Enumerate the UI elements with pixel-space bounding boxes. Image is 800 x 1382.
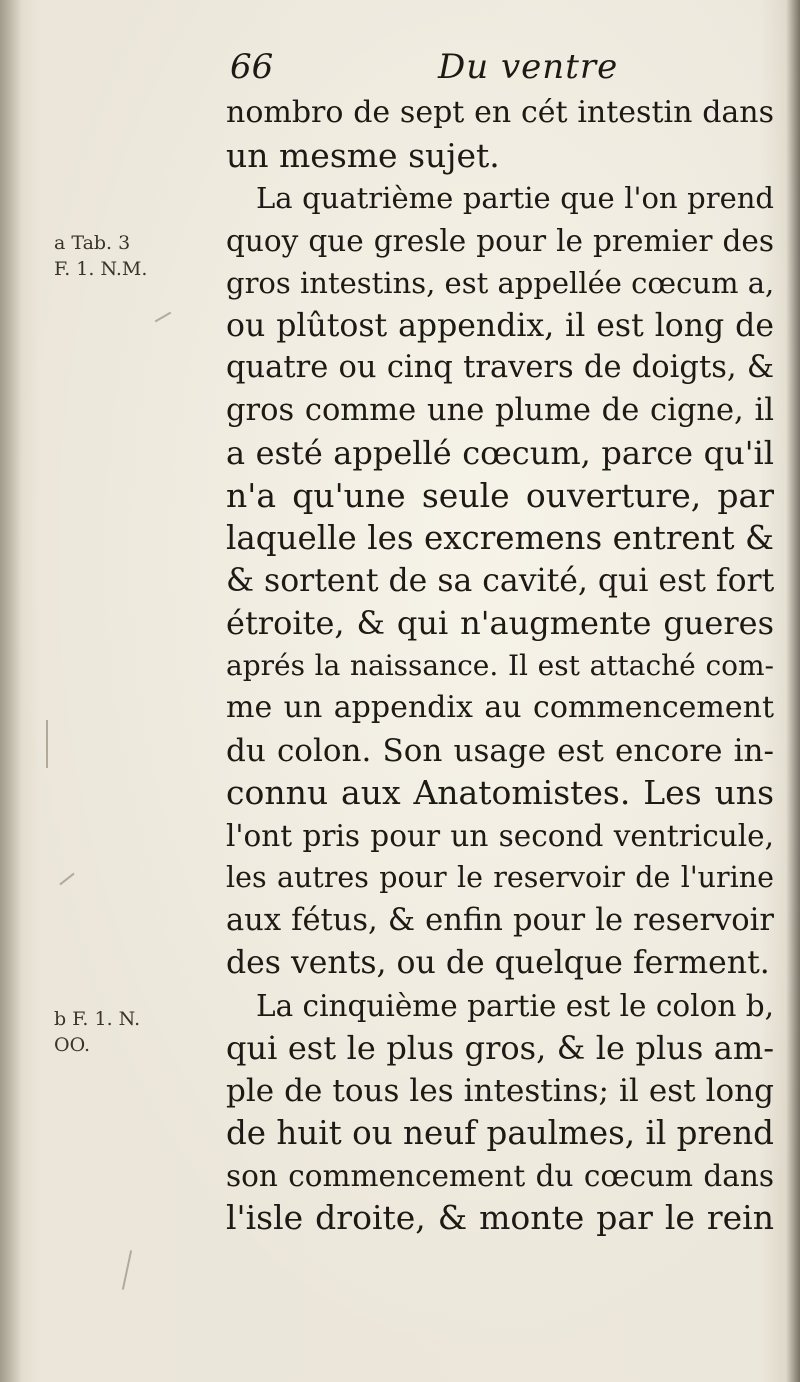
text-line: du colon. Son usage est encore in- — [226, 732, 774, 769]
body-text — [226, 92, 774, 1240]
gutter-shadow — [0, 0, 22, 1382]
ink-mark — [122, 1250, 132, 1290]
text-line: de huit ou neuf paulmes, il prend — [226, 1114, 774, 1152]
text-line: nombro de sept en cét intestin dans — [226, 95, 774, 130]
text-line: La cinquième partie est le colon b, — [256, 988, 774, 1023]
text-line: quatre ou cinq travers de doigts, & — [226, 350, 774, 385]
text-line: ple de tous les intestins; il est long — [226, 1072, 774, 1109]
text-line: n'a qu'une seule ouverture, par — [226, 475, 774, 515]
text-line: me un appendix au commencement — [226, 690, 774, 725]
text-line: un mesme sujet. — [226, 135, 500, 175]
margin-note-line: a Tab. 3 — [54, 232, 131, 254]
text-line: gros comme une plume de cigne, il — [226, 392, 774, 428]
text-line: connu aux Anatomistes. Les uns — [226, 773, 774, 812]
running-title: Du ventre — [438, 47, 619, 87]
margin-note-line: OO. — [54, 1034, 91, 1056]
text-line: qui est le plus gros, & le plus am- — [226, 1029, 774, 1067]
page-number: 66 — [230, 47, 274, 87]
text-line: ou plûtost appendix, il est long de — [226, 307, 774, 344]
text-line: l'isle droite, & monte par le rein — [226, 1198, 774, 1237]
text-line: étroite, & qui n'augmente gueres — [226, 604, 774, 642]
page-edge-shadow — [786, 0, 800, 1382]
ink-mark — [155, 312, 172, 323]
text-line: laquelle les excremens entrent & — [226, 519, 774, 557]
margin-note-a — [54, 230, 147, 282]
text-line: aprés la naissance. Il est attaché com- — [226, 648, 774, 682]
text-line: les autres pour le reservoir de l'urine — [226, 861, 774, 894]
margin-note-line: b F. 1. N. — [54, 1008, 141, 1030]
margin-note-line: F. 1. N.M. — [54, 258, 148, 280]
text-line: aux fétus, & enfin pour le reservoir — [226, 902, 774, 938]
text-line: son commencement du cœcum dans — [226, 1158, 774, 1193]
page-header — [228, 44, 768, 90]
ink-mark — [59, 873, 74, 886]
text-line: des vents, ou de quelque ferment. — [226, 945, 770, 981]
text-line: La quatrième partie que l'on prend — [256, 181, 774, 215]
text-line: gros intestins, est appellée cœcum a, — [226, 266, 774, 300]
ink-mark — [46, 720, 48, 768]
text-line: quoy que gresle pour le premier des — [226, 223, 774, 258]
margin-note-b — [54, 1006, 140, 1058]
text-line: & sortent de sa cavité, qui est fort — [226, 562, 774, 599]
text-line: l'ont pris pour un second ventricule, — [226, 818, 774, 853]
text-line: a esté appellé cœcum, parce qu'il — [226, 434, 774, 472]
